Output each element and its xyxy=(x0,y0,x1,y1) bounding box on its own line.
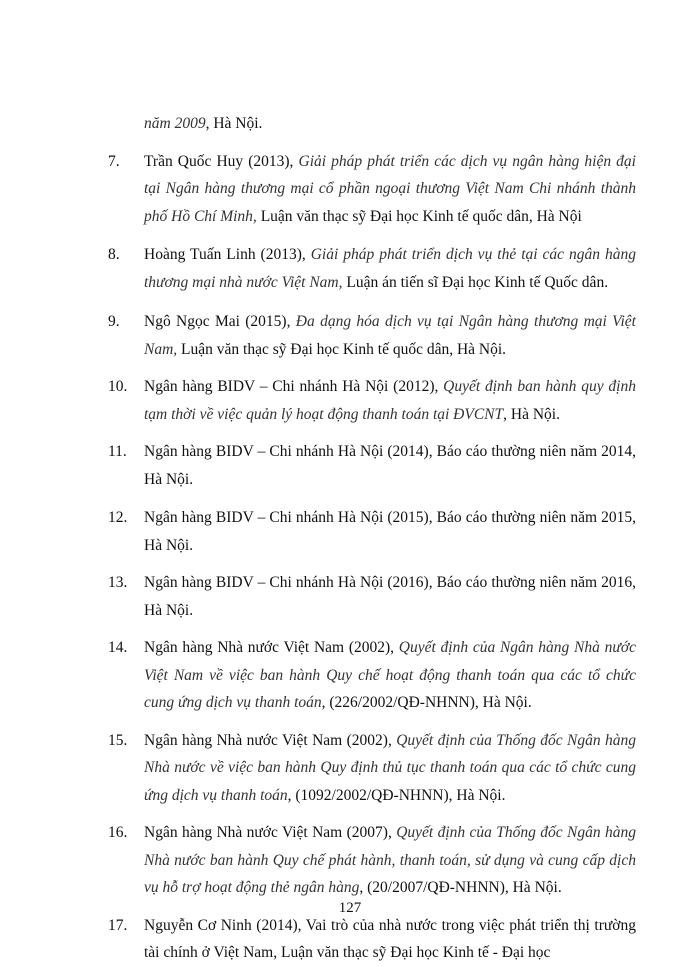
reference-item xyxy=(0,727,700,810)
reference-segment: Luận văn thạc sỹ Đại học Kinh tế quốc dân, Hà Nội. xyxy=(177,340,507,358)
reference-item xyxy=(0,819,700,902)
reference-list xyxy=(0,110,700,967)
reference-text xyxy=(144,569,636,624)
reference-text xyxy=(144,727,636,810)
reference-text xyxy=(144,241,636,296)
reference-number: 14. xyxy=(108,639,128,656)
reference-segment: Ngân hàng BIDV – Chi nhánh Hà Nội (2012), xyxy=(144,378,444,395)
reference-segment: Ngô Ngọc Mai (2015), xyxy=(144,313,296,330)
reference-number: 7. xyxy=(108,152,120,170)
reference-item xyxy=(0,504,700,559)
reference-number: 9. xyxy=(108,313,120,330)
reference-text xyxy=(144,912,636,967)
reference-item xyxy=(0,912,700,967)
reference-text xyxy=(144,504,636,559)
reference-item xyxy=(0,438,700,493)
reference-text xyxy=(144,148,636,231)
reference-text xyxy=(144,373,636,428)
reference-segment: Ngân hàng Nhà nước Việt Nam (2002), xyxy=(144,731,397,749)
reference-item xyxy=(0,569,700,624)
page-number: 127 xyxy=(338,900,362,916)
reference-number: 16. xyxy=(108,824,128,841)
reference-segment: , Hà Nội. xyxy=(205,115,263,132)
reference-item xyxy=(0,308,700,363)
reference-text xyxy=(144,819,636,902)
reference-title: Đa dạng hóa dịch vụ tại Ngân hàng thương mại Việt Nam, xyxy=(144,313,636,358)
reference-segment: Ngân hàng BIDV – Chi nhánh Hà Nội (2014), Báo cáo thường niên năm 2014, Hà Nội. xyxy=(144,443,636,488)
reference-title: Giải pháp phát triển dịch vụ thẻ tại các ngân hàng thương mại nhà nước Việt Nam, xyxy=(144,246,636,291)
reference-segment: Ngân hàng BIDV – Chi nhánh Hà Nội (2015), Báo cáo thường niên năm 2015, Hà Nội. xyxy=(144,509,636,554)
reference-number: 13. xyxy=(108,574,128,591)
reference-text xyxy=(144,308,636,363)
reference-title: Quyết định của Thống đốc Ngân hàng Nhà nước về việc ban hành Quy định thủ tục thanh toán qua các tổ chức cung ứng dịch vụ thanh toán xyxy=(144,731,636,804)
reference-segment: , (1092/2002/QĐ-NHNN), Hà Nội. xyxy=(287,786,506,804)
reference-title: Quyết định của Thống đốc Ngân hàng Nhà nước ban hành Quy chế phát hành, thanh toán, sử dụng và cung cấp dịch vụ hỗ trợ hoạt động thẻ ngân hàng xyxy=(144,824,636,896)
reference-segment: Trần Quốc Huy (2013), xyxy=(144,152,299,170)
reference-segment: Ngân hàng BIDV – Chi nhánh Hà Nội (2016), Báo cáo thường niên năm 2016, Hà Nội. xyxy=(144,574,636,619)
reference-item xyxy=(0,241,700,296)
reference-item xyxy=(0,148,700,231)
reference-segment: Luận án tiến sĩ Đại học Kinh tế Quốc dân. xyxy=(342,273,609,291)
reference-segment: Nguyễn Cơ Ninh (2014), Vai trò của nhà nước trong việc phát triển thị trường tài chính ở Việt Nam, Luận văn thạc sỹ Đại học Kinh tế - Đại học xyxy=(144,916,636,961)
reference-number: 12. xyxy=(108,509,128,526)
reference-number: 15. xyxy=(108,731,128,749)
reference-title: Giải pháp phát triển các dịch vụ ngân hàng hiện đại tại Ngân hàng thương mại cổ phần ngoại thương Việt Nam Chi nhánh thành phố Hồ Chí Minh, xyxy=(144,152,636,225)
reference-title: Quyết định của Ngân hàng Nhà nước Việt Nam về việc ban hành Quy chế hoạt động thanh toán qua các tổ chức cung ứng dịch vụ thanh toán xyxy=(144,639,636,711)
reference-number: 11. xyxy=(108,443,127,460)
reference-number: 17. xyxy=(108,916,128,934)
reference-title: Quyết định ban hành quy định tạm thời về việc quản lý hoạt động thanh toán tại ĐVCNT xyxy=(144,378,636,423)
reference-segment: Hoàng Tuấn Linh (2013), xyxy=(144,246,311,263)
reference-text xyxy=(144,110,636,138)
reference-title: năm 2009 xyxy=(144,115,206,132)
reference-segment: , (20/2007/QĐ-NHNN), Hà Nội. xyxy=(359,879,562,896)
reference-text xyxy=(144,634,636,717)
reference-item xyxy=(0,110,700,138)
reference-number: 8. xyxy=(108,246,120,263)
reference-number: 10. xyxy=(108,378,128,395)
reference-item xyxy=(0,373,700,428)
reference-segment: Luận văn thạc sỹ Đại học Kinh tế quốc dân, Hà Nội xyxy=(256,207,582,225)
reference-segment: , Hà Nội. xyxy=(503,405,560,423)
reference-text xyxy=(144,438,636,493)
reference-item xyxy=(0,634,700,717)
reference-segment: Ngân hàng Nhà nước Việt Nam (2007), xyxy=(144,824,397,841)
reference-segment: Ngân hàng Nhà nước Việt Nam (2002), xyxy=(144,639,399,656)
reference-segment: , (226/2002/QĐ-NHNN), Hà Nội. xyxy=(321,694,532,711)
